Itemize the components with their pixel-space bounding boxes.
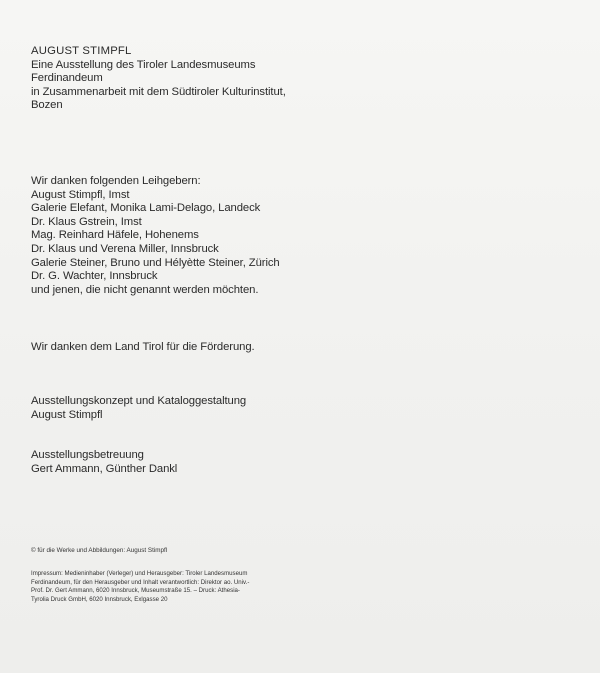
concept-name: August Stimpfl [31,408,103,421]
concept-label: Ausstellungskonzept und Kataloggestaltung [31,395,247,407]
lender-item: Galerie Elefant, Monika Lami-Delago, Landeck [31,202,261,215]
impressum-line: Ferdinandeum, für den Herausgeber und Inhalt verantwortlich: Direktor ao. Univ.- [31,578,250,586]
supervision-credit [31,449,331,476]
lender-item: Mag. Reinhard Häfele, Hohenems [31,229,199,242]
supervision-names: Gert Ammann, Günther Dankl [31,462,178,475]
header-line: in Zusammenarbeit mit dem Südtiroler Kulturinstitut, [31,85,286,98]
lender-item: Dr. Klaus und Verena Miller, Innsbruck [31,242,219,255]
funding-text: Wir danken dem Land Tirol für die Förderung. [31,341,255,353]
exhibition-header [31,45,331,113]
impressum-line: Impressum: Medieninhaber (Verleger) und Herausgeber: Tiroler Landesmuseum [31,570,248,577]
header-line: Bozen [31,99,63,112]
lenders-heading: Wir danken folgenden Leihgebern: [31,175,201,187]
lender-item: Dr. G. Wachter, Innsbruck [31,270,158,283]
concept-credit [31,395,331,422]
lenders-list [31,175,331,297]
supervision-label: Ausstellungsbetreuung [31,449,144,461]
impressum [31,570,321,604]
impressum-line: Prof. Dr. Gert Ammann, 6020 Innsbruck, Museumstraße 15. – Druck: Athesia- [31,587,240,595]
copyright-notice: © für die Werke und Abbildungen: August Stimpfl [31,547,168,554]
header-line: Eine Ausstellung des Tiroler Landesmuseums [31,58,256,71]
header-line: Ferdinandeum [31,72,103,85]
lender-item: Galerie Steiner, Bruno und Hélyètte Steiner, Zürich [31,256,280,269]
funding-note [31,341,331,355]
lender-item: Dr. Klaus Gstrein, Imst [31,215,142,228]
impressum-line: Tyrolia Druck GmbH, 6020 Innsbruck, Exlgasse 20 [31,595,168,603]
exhibition-title: AUGUST STIMPFL [31,45,132,57]
lender-item: August Stimpfl, Imst [31,188,130,201]
lender-item: und jenen, die nicht genannt werden möchten. [31,283,259,296]
